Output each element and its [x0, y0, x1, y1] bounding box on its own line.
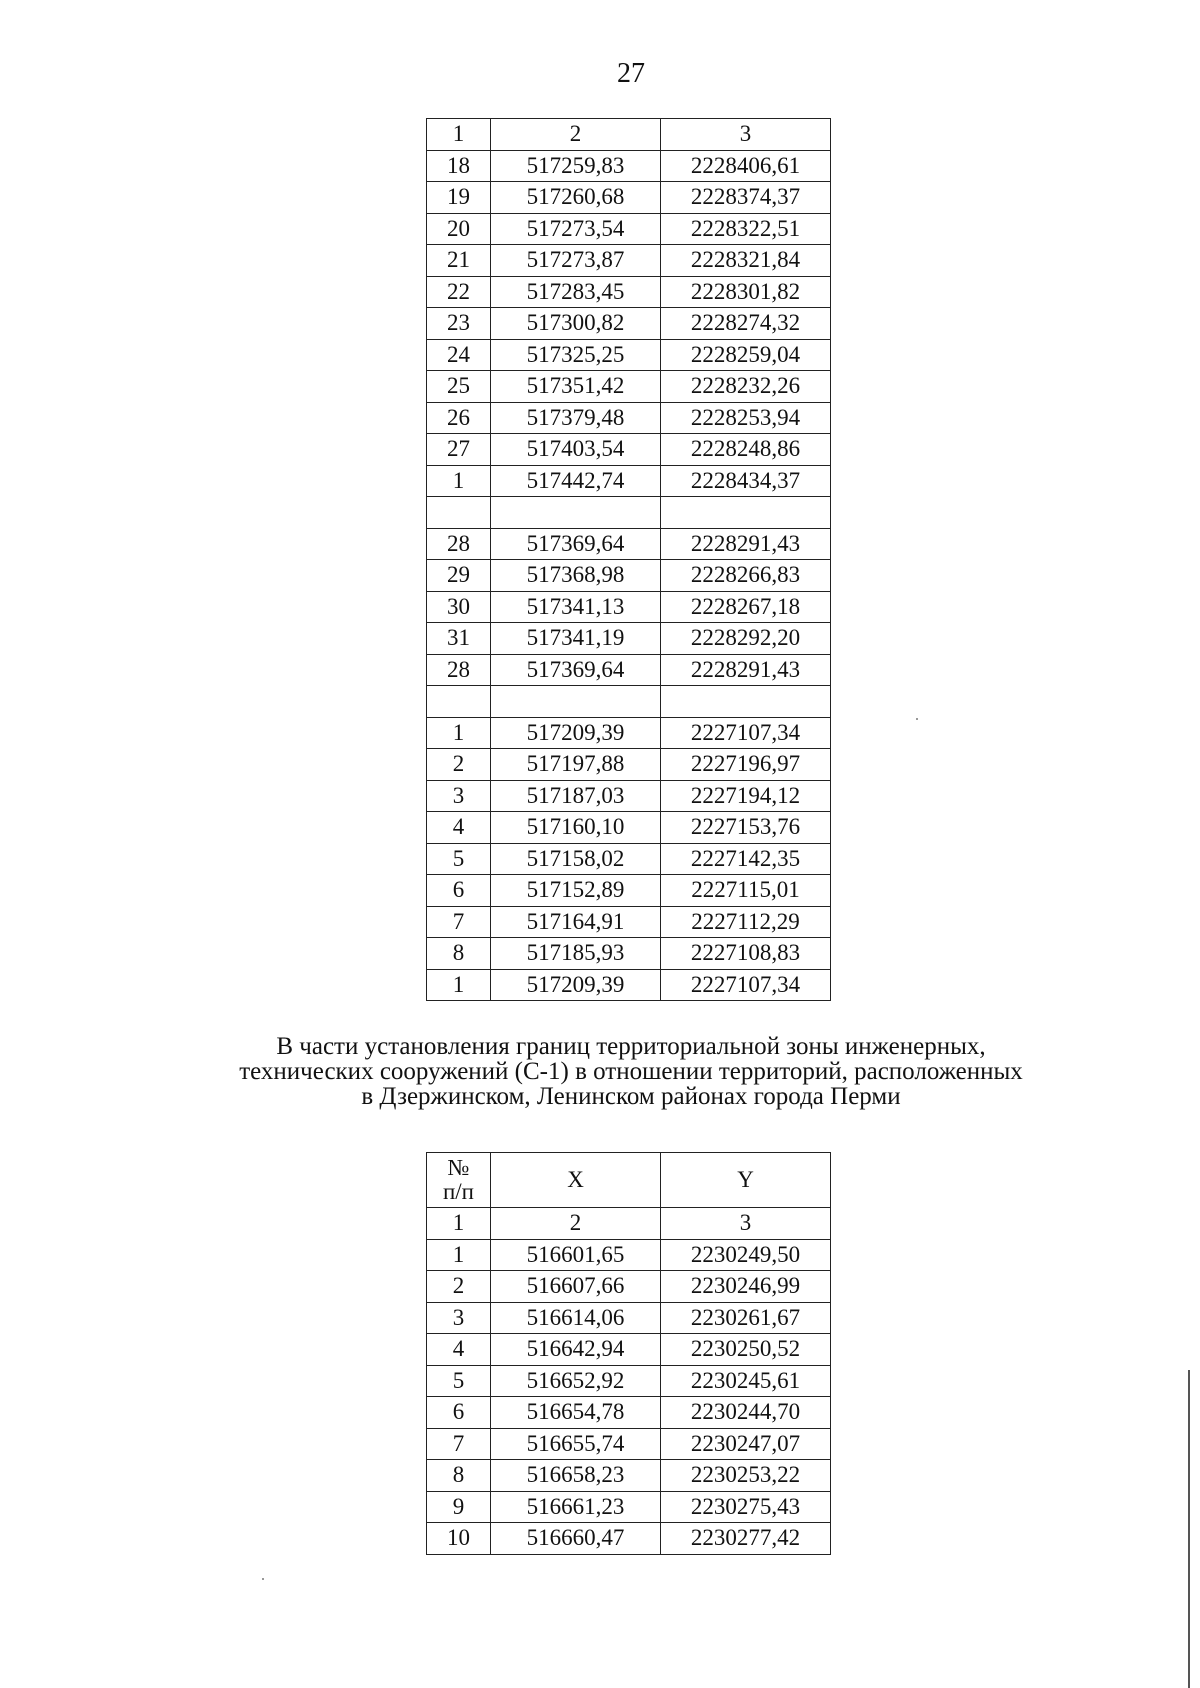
y-coordinate-cell: 2228374,37	[661, 182, 831, 214]
point-number-cell: 28	[427, 528, 491, 560]
y-coordinate-cell: 2228321,84	[661, 245, 831, 277]
x-coordinate-cell: 517341,19	[491, 623, 661, 655]
x-coordinate-cell: 517325,25	[491, 339, 661, 371]
y-coordinate-cell: 2228406,61	[661, 150, 831, 182]
y-coordinate-cell: 2230253,22	[661, 1460, 831, 1492]
table-row	[427, 434, 831, 466]
table-row	[427, 402, 831, 434]
x-coordinate-cell: 517260,68	[491, 182, 661, 214]
y-coordinate-cell: 2230277,42	[661, 1523, 831, 1555]
y-coordinate-cell: 2228301,82	[661, 276, 831, 308]
point-number-cell: 5	[427, 1365, 491, 1397]
column-index-row	[427, 119, 831, 151]
y-coordinate-cell: 2227142,35	[661, 843, 831, 875]
point-number-cell: 3	[427, 780, 491, 812]
section-heading-line-2: технических сооружений (С-1) в отношении территорий, расположенных	[239, 1058, 1023, 1085]
table-row	[427, 1334, 831, 1366]
y-coordinate-cell: 2230246,99	[661, 1271, 831, 1303]
point-number-cell: 3	[427, 1302, 491, 1334]
table-row	[427, 1523, 831, 1555]
x-coordinate-cell: 516642,94	[491, 1334, 661, 1366]
y-coordinate-cell: 2228434,37	[661, 465, 831, 497]
x-coordinate-cell: 517368,98	[491, 560, 661, 592]
y-coordinate-cell: 2227153,76	[661, 812, 831, 844]
y-coordinate-cell: 2228266,83	[661, 560, 831, 592]
x-coordinate-cell: 516652,92	[491, 1365, 661, 1397]
x-coordinate-cell: 517442,74	[491, 465, 661, 497]
y-coordinate-cell: 2227196,97	[661, 749, 831, 781]
section-heading	[150, 1034, 1112, 1109]
y-coordinate-cell: 2228248,86	[661, 434, 831, 466]
point-number-cell: 1	[427, 465, 491, 497]
table-row	[427, 780, 831, 812]
point-number-cell: 27	[427, 434, 491, 466]
table-row	[427, 906, 831, 938]
point-number-cell: 7	[427, 906, 491, 938]
y-coordinate-cell: 3	[661, 1208, 831, 1240]
point-number-cell: 23	[427, 308, 491, 340]
point-number-cell: 1	[427, 1208, 491, 1240]
x-coordinate-cell: 517283,45	[491, 276, 661, 308]
y-coordinate-cell: 2228267,18	[661, 591, 831, 623]
table-row	[427, 938, 831, 970]
point-number-cell: 8	[427, 1460, 491, 1492]
y-coordinate-cell: 2228274,32	[661, 308, 831, 340]
x-coordinate-cell: 517209,39	[491, 717, 661, 749]
scan-edge-mark	[1188, 1370, 1190, 1688]
table-row	[427, 465, 831, 497]
table-row	[427, 1491, 831, 1523]
point-number-cell	[427, 686, 491, 718]
x-coordinate-cell: 517187,03	[491, 780, 661, 812]
table-row	[427, 339, 831, 371]
coordinates-table-2	[426, 1152, 831, 1555]
point-number-cell: 28	[427, 654, 491, 686]
table-row	[427, 717, 831, 749]
x-coordinate-cell: 517369,64	[491, 528, 661, 560]
x-coordinate-cell: 516658,23	[491, 1460, 661, 1492]
x-coordinate-cell: 517185,93	[491, 938, 661, 970]
table-row	[427, 182, 831, 214]
x-coordinate-cell: 516660,47	[491, 1523, 661, 1555]
coordinates-table-1	[426, 118, 831, 1001]
x-coordinate-cell: 517152,89	[491, 875, 661, 907]
x-coordinate-cell: 517341,13	[491, 591, 661, 623]
table-row	[427, 1428, 831, 1460]
y-coordinate-cell: 2230261,67	[661, 1302, 831, 1334]
x-coordinate-cell: 516601,65	[491, 1239, 661, 1271]
table-row	[427, 591, 831, 623]
y-coordinate-cell: 3	[661, 119, 831, 151]
x-coordinate-cell	[491, 497, 661, 529]
table-row	[427, 528, 831, 560]
y-coordinate-cell: 2227115,01	[661, 875, 831, 907]
x-coordinate-cell: 517379,48	[491, 402, 661, 434]
table-row	[427, 213, 831, 245]
table-row	[427, 1365, 831, 1397]
point-number-cell	[427, 497, 491, 529]
point-number-cell: 25	[427, 371, 491, 403]
x-coordinate-cell: 517209,39	[491, 969, 661, 1001]
x-coordinate-cell: 517369,64	[491, 654, 661, 686]
point-number-cell: 4	[427, 1334, 491, 1366]
x-coordinate-cell: 2	[491, 1208, 661, 1240]
point-number-cell: 22	[427, 276, 491, 308]
point-number-cell: 1	[427, 119, 491, 151]
y-coordinate-cell: 2230244,70	[661, 1397, 831, 1429]
point-number-cell: 24	[427, 339, 491, 371]
table-row	[427, 749, 831, 781]
y-coordinate-cell: 2230247,07	[661, 1428, 831, 1460]
y-coordinate-cell: 2230249,50	[661, 1239, 831, 1271]
x-coordinate-cell: 517403,54	[491, 434, 661, 466]
point-number-cell: 18	[427, 150, 491, 182]
y-coordinate-cell	[661, 497, 831, 529]
table-row	[427, 812, 831, 844]
table-row	[427, 1397, 831, 1429]
y-coordinate-cell: 2228322,51	[661, 213, 831, 245]
point-number-cell: 8	[427, 938, 491, 970]
x-coordinate-cell: 517273,54	[491, 213, 661, 245]
table-row	[427, 560, 831, 592]
y-coordinate-cell: 2227194,12	[661, 780, 831, 812]
x-coordinate-cell: 517164,91	[491, 906, 661, 938]
table-row	[427, 1460, 831, 1492]
table-row	[427, 686, 831, 718]
column-title-number: № п/п	[427, 1153, 491, 1208]
x-coordinate-cell: 517351,42	[491, 371, 661, 403]
x-coordinate-cell: 516661,23	[491, 1491, 661, 1523]
point-number-cell: 21	[427, 245, 491, 277]
x-coordinate-cell	[491, 686, 661, 718]
table-row	[427, 843, 831, 875]
section-heading-line-1: В части установления границ территориальной зоны инженерных,	[276, 1033, 986, 1060]
x-coordinate-cell: 517259,83	[491, 150, 661, 182]
y-coordinate-cell	[661, 686, 831, 718]
point-number-cell: 1	[427, 969, 491, 1001]
table-row	[427, 623, 831, 655]
column-titles-row	[427, 1153, 831, 1208]
y-coordinate-cell: 2228232,26	[661, 371, 831, 403]
x-coordinate-cell: 517273,87	[491, 245, 661, 277]
table-row	[427, 875, 831, 907]
x-coordinate-cell: 517197,88	[491, 749, 661, 781]
table-row	[427, 150, 831, 182]
point-number-cell: 30	[427, 591, 491, 623]
point-number-cell: 9	[427, 1491, 491, 1523]
point-number-cell: 10	[427, 1523, 491, 1555]
column-title-x: X	[491, 1153, 661, 1208]
y-coordinate-cell: 2230275,43	[661, 1491, 831, 1523]
table-row	[427, 1302, 831, 1334]
table-row	[427, 276, 831, 308]
x-coordinate-cell: 516655,74	[491, 1428, 661, 1460]
y-coordinate-cell: 2228253,94	[661, 402, 831, 434]
point-number-cell: 1	[427, 717, 491, 749]
point-number-cell: 26	[427, 402, 491, 434]
point-number-cell: 20	[427, 213, 491, 245]
scan-speck	[916, 718, 918, 720]
table-row	[427, 654, 831, 686]
column-title-y: Y	[661, 1153, 831, 1208]
y-coordinate-cell: 2230250,52	[661, 1334, 831, 1366]
point-number-cell: 4	[427, 812, 491, 844]
point-number-cell: 29	[427, 560, 491, 592]
y-coordinate-cell: 2227108,83	[661, 938, 831, 970]
point-number-cell: 7	[427, 1428, 491, 1460]
y-coordinate-cell: 2228291,43	[661, 528, 831, 560]
x-coordinate-cell: 516654,78	[491, 1397, 661, 1429]
point-number-cell: 5	[427, 843, 491, 875]
y-coordinate-cell: 2227107,34	[661, 717, 831, 749]
point-number-cell: 2	[427, 1271, 491, 1303]
point-number-cell: 6	[427, 875, 491, 907]
x-coordinate-cell: 517300,82	[491, 308, 661, 340]
x-coordinate-cell: 2	[491, 119, 661, 151]
section-heading-line-3: в Дзержинском, Ленинском районах города Перми	[361, 1083, 901, 1110]
x-coordinate-cell: 516614,06	[491, 1302, 661, 1334]
table-row	[427, 1271, 831, 1303]
point-number-cell: 6	[427, 1397, 491, 1429]
point-number-cell: 31	[427, 623, 491, 655]
y-coordinate-cell: 2230245,61	[661, 1365, 831, 1397]
y-coordinate-cell: 2228292,20	[661, 623, 831, 655]
table-row	[427, 308, 831, 340]
table-row	[427, 1239, 831, 1271]
y-coordinate-cell: 2228291,43	[661, 654, 831, 686]
y-coordinate-cell: 2227112,29	[661, 906, 831, 938]
page-number: 27	[617, 58, 645, 89]
point-number-cell: 19	[427, 182, 491, 214]
x-coordinate-cell: 517158,02	[491, 843, 661, 875]
table-row	[427, 969, 831, 1001]
point-number-cell: 2	[427, 749, 491, 781]
table-row	[427, 497, 831, 529]
table-row	[427, 371, 831, 403]
scan-speck	[262, 1578, 264, 1580]
y-coordinate-cell: 2228259,04	[661, 339, 831, 371]
x-coordinate-cell: 516607,66	[491, 1271, 661, 1303]
x-coordinate-cell: 517160,10	[491, 812, 661, 844]
point-number-cell: 1	[427, 1239, 491, 1271]
column-index-row	[427, 1208, 831, 1240]
y-coordinate-cell: 2227107,34	[661, 969, 831, 1001]
table-row	[427, 245, 831, 277]
